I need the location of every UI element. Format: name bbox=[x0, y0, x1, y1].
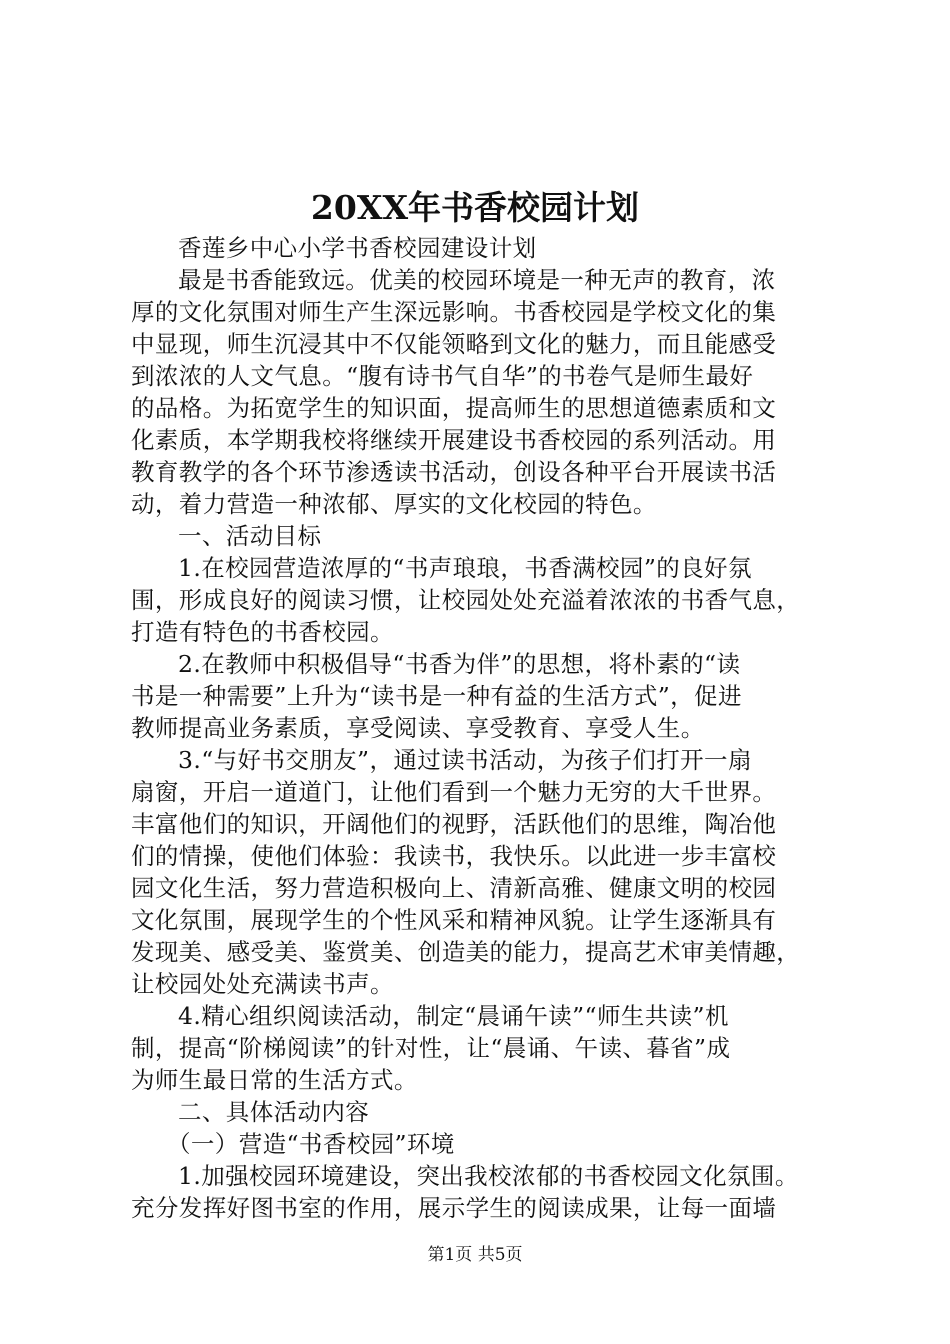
text-line: 书是一种需要”上升为“读书是一种有益的生活方式”，促进 bbox=[131, 682, 742, 710]
text-line: 让校园处处充满读书声。 bbox=[131, 970, 394, 998]
text-line: 发现美、感受美、鉴赏美、创造美的能力，提高艺术审美情趣， bbox=[131, 938, 801, 966]
page-footer: 第1页 共5页 bbox=[427, 1245, 523, 1265]
text-line: 中显现，师生沉浸其中不仅能领略到文化的魅力，而且能感受 bbox=[131, 330, 777, 358]
text-line: 扇窗，开启一道道门，让他们看到一个魅力无穷的大千世界。 bbox=[131, 778, 777, 806]
text-line: 二、具体活动内容 bbox=[178, 1098, 370, 1126]
text-line: 动，着力营造一种浓郁、厚实的文化校园的特色。 bbox=[131, 490, 657, 518]
text-line: 文化氛围，展现学生的个性风采和精神风貌。让学生逐渐具有 bbox=[131, 906, 777, 934]
text-line: 3.“与好书交朋友”，通过读书活动，为孩子们打开一扇 bbox=[178, 746, 752, 774]
text-line: 厚的文化氛围对师生产生深远影响。书香校园是学校文化的集 bbox=[131, 298, 777, 326]
text-line: 最是书香能致远。优美的校园环境是一种无声的教育，浓 bbox=[178, 266, 776, 294]
text-line: 为师生最日常的生活方式。 bbox=[131, 1066, 418, 1094]
text-line: 园文化生活，努力营造积极向上、清新高雅、健康文明的校园 bbox=[131, 874, 777, 902]
text-line: 一、活动目标 bbox=[178, 522, 322, 550]
text-line: 制，提高“阶梯阅读”的针对性，让“晨诵、午读、暮省”成 bbox=[131, 1034, 731, 1062]
text-line: 化素质，本学期我校将继续开展建设书香校园的系列活动。用 bbox=[131, 426, 777, 454]
text-line: 2.在教师中积极倡导“书香为伴”的思想，将朴素的“读 bbox=[178, 650, 741, 678]
text-line: 香莲乡中心小学书香校园建设计划 bbox=[178, 234, 537, 262]
text-line: 到浓浓的人文气息。“腹有诗书气自华”的书卷气是师生最好 bbox=[131, 362, 754, 390]
text-line: 4.精心组织阅读活动，制定“晨诵午读”“师生共读”机 bbox=[178, 1002, 729, 1030]
text-line: 教师提高业务素质，享受阅读、享受教育、享受人生。 bbox=[131, 714, 705, 742]
text-line: 丰富他们的知识，开阔他们的视野，活跃他们的思维，陶冶他 bbox=[131, 810, 777, 838]
text-line: 的品格。为拓宽学生的知识面，提高师生的思想道德素质和文 bbox=[131, 394, 777, 422]
text-line: 打造有特色的书香校园。 bbox=[131, 618, 394, 646]
text-line: 1.加强校园环境建设，突出我校浓郁的书香校园文化氛围。 bbox=[178, 1162, 799, 1190]
text-line: 们的情操，使他们体验：我读书，我快乐。以此进一步丰富校 bbox=[131, 842, 777, 870]
text-line: 充分发挥好图书室的作用，展示学生的阅读成果，让每一面墙 bbox=[131, 1194, 777, 1222]
text-line: 教育教学的各个环节渗透读书活动，创设各种平台开展读书活 bbox=[131, 458, 777, 486]
text-line: （一）营造“书香校园”环境 bbox=[167, 1130, 455, 1158]
text-line: 围，形成良好的阅读习惯，让校园处处充溢着浓浓的书香气息， bbox=[131, 586, 801, 614]
document-title: 20XX年书香校园计划 bbox=[310, 188, 640, 227]
document-body bbox=[131, 232, 831, 1224]
text-line: 1.在校园营造浓厚的“书声琅琅，书香满校园”的良好氛 bbox=[178, 554, 752, 582]
